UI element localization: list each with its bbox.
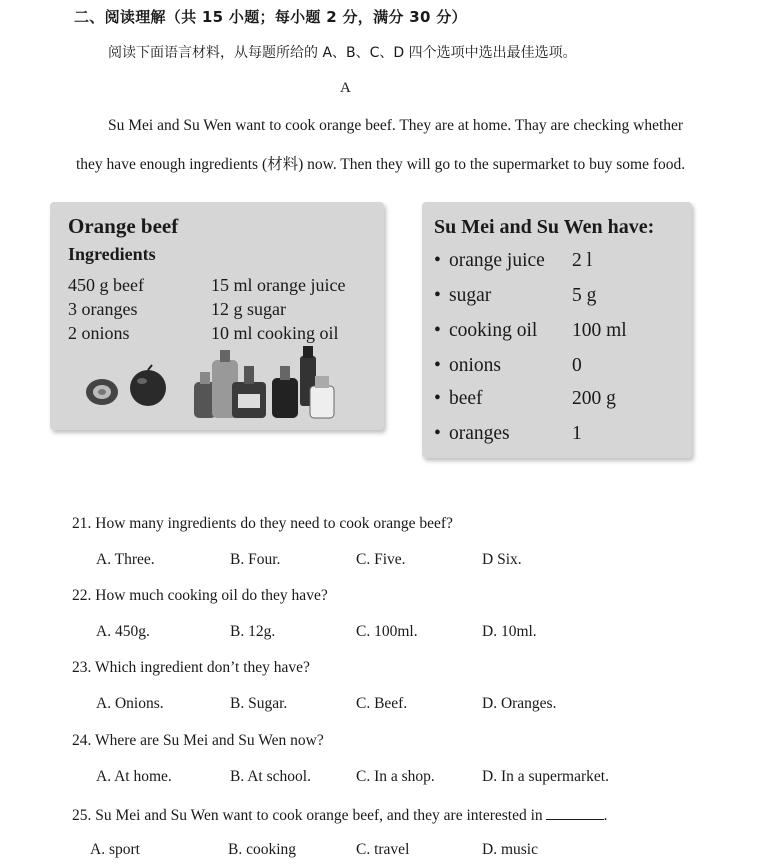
recipe-item: 2 onions: [68, 323, 130, 343]
question-stem: 21. How many ingredients do they need to cook orange beef?: [72, 515, 453, 532]
have-row: [434, 355, 582, 377]
bottles-illustration: [190, 342, 350, 422]
have-item-amount: 100 ml: [572, 320, 627, 341]
option: A. Onions.: [96, 695, 164, 712]
have-card: [422, 202, 692, 458]
passage-line-2: they have enough ingredients (材料) now. Then they will go to the supermarket to buy some food.: [76, 156, 686, 173]
bullet-icon: •: [434, 285, 441, 306]
bullet-icon: •: [434, 388, 441, 409]
recipe-item: 12 g sugar: [211, 299, 286, 319]
have-item-name: orange juice: [449, 250, 545, 271]
passage-label: A: [340, 80, 351, 96]
bullet-icon: •: [434, 250, 441, 271]
option: A. Three.: [96, 551, 155, 568]
have-row: [434, 250, 592, 272]
bullet-icon: •: [434, 423, 441, 444]
have-item-amount: 200 g: [572, 388, 616, 409]
option: D. Oranges.: [482, 695, 557, 712]
have-row: [434, 388, 616, 410]
bullet-icon: •: [434, 355, 441, 376]
recipe-subtitle: Ingredients: [68, 244, 156, 264]
recipe-title: Orange beef: [68, 214, 179, 238]
beef-and-orange-illustration: [80, 362, 170, 412]
question-stem-end: .: [603, 807, 608, 824]
recipe-item: 450 g beef: [68, 275, 144, 295]
option: C. Beef.: [356, 695, 408, 712]
recipe-item: 15 ml orange juice: [211, 275, 346, 295]
have-item-name: oranges: [449, 423, 510, 444]
option: D. 10ml.: [482, 623, 537, 640]
passage-line-1: Su Mei and Su Wen want to cook orange beef. They are at home. Thay are checking whether: [108, 117, 684, 134]
have-item-amount: 2 l: [572, 250, 593, 271]
bullet-icon: •: [434, 320, 441, 341]
option: A. sport: [90, 841, 140, 858]
have-item-name: beef: [449, 388, 483, 409]
section-title: 二、阅读理解（共 15 小题；每小题 2 分，满分 30 分）: [74, 8, 467, 26]
have-row: [434, 285, 596, 307]
recipe-item: 10 ml cooking oil: [211, 323, 339, 343]
question-stem: 24. Where are Su Mei and Su Wen now?: [72, 732, 324, 749]
option: B. Sugar.: [230, 695, 288, 712]
recipe-item: 3 oranges: [68, 299, 138, 319]
option: C. travel: [356, 841, 410, 858]
have-item-name: sugar: [449, 285, 492, 306]
have-item-amount: 1: [572, 423, 582, 444]
option: D. music: [482, 841, 538, 858]
question-stem: 22. How much cooking oil do they have?: [72, 587, 328, 604]
recipe-card: [50, 202, 384, 430]
option: B. Four.: [230, 551, 281, 568]
have-row: [434, 423, 582, 445]
option: C. 100ml.: [356, 623, 418, 640]
answer-blank: [546, 805, 604, 820]
option: D Six.: [482, 551, 522, 568]
option: D. In a supermarket.: [482, 768, 609, 785]
question-stem-text: 25. Su Mei and Su Wen want to cook orange beef, and they are interested in: [72, 807, 543, 824]
have-item-name: cooking oil: [449, 320, 538, 341]
have-row: [434, 320, 627, 342]
question-stem: [72, 805, 608, 825]
option: B. cooking: [228, 841, 297, 858]
have-item-name: onions: [449, 355, 502, 376]
have-item-amount: 0: [572, 355, 582, 376]
section-instruction: 阅读下面语言材料，从每题所给的 A、B、C、D 四个选项中选出最佳选项。: [108, 45, 577, 61]
option: C. Five.: [356, 551, 406, 568]
question-stem: 23. Which ingredient don’t they have?: [72, 659, 310, 676]
option: A. At home.: [96, 768, 172, 785]
have-item-amount: 5 g: [572, 285, 597, 306]
have-title: Su Mei and Su Wen have:: [434, 216, 655, 238]
option: B. At school.: [230, 768, 311, 785]
option: C. In a shop.: [356, 768, 435, 785]
option: A. 450g.: [96, 623, 150, 640]
option: B. 12g.: [230, 623, 276, 640]
